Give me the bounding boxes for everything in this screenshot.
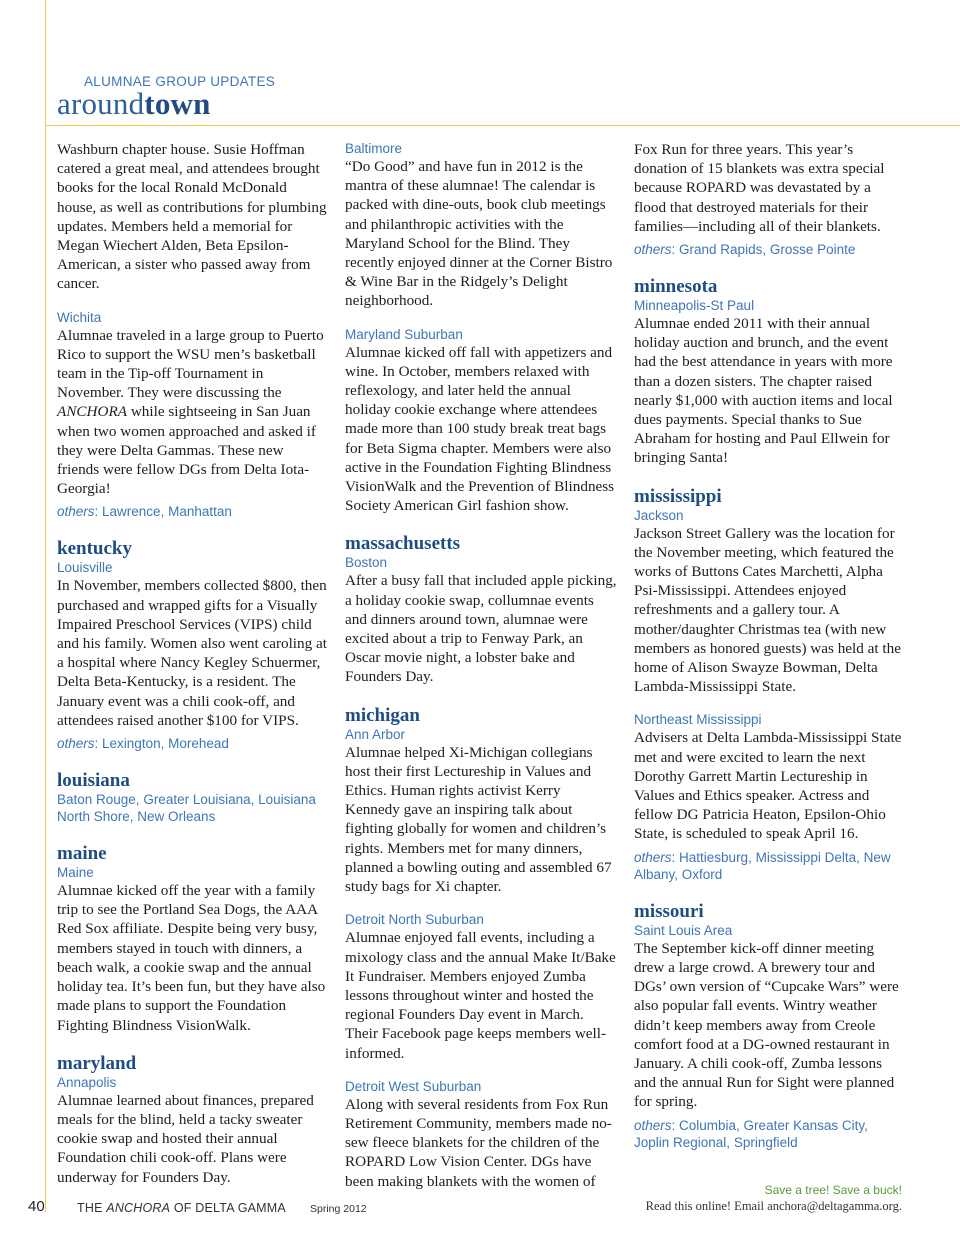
title-light: around bbox=[57, 86, 145, 121]
jackson-text: Jackson Street Gallery was the location for the November meeting, which featured the works of Buttons Cates Marchetti, Alpha Psi-Mississippi. Attendees enjoyed refreshments and a gallery tour. A mother/daughter Christmas tea (with new members as honored guests) was held at the home of Alison Swayze Bowman, Delta Lambda-Mississippi State. bbox=[634, 524, 901, 696]
state-maine: maine bbox=[57, 843, 107, 865]
wichita-text: Alumnae traveled in a large group to Puerto Rico to support the WSU men’s basketball team in the Tip-off Tournament in November. They were discussing the ANCHORA while sightseeing in San Juan when two women approached and asked if they were Delta Gammas. These new friends were fellow DGs from Delta Iota-Georgia! bbox=[57, 326, 324, 498]
others-kansas: others: Lawrence, Manhattan bbox=[57, 504, 232, 520]
kentucky-text: In November, members collected $800, then purchased and wrapped gifts for a Visually Impaired Preschool Services (VIPS) child and his family. Women also went caroling at a hospital where Nancy Kegley Schuermer, Delta Beta-Kentucky, is a resident. The January event was a chili cook-off, and attendees raised another $100 for VIPS. bbox=[57, 577, 327, 729]
annapolis-text: Alumnae learned about finances, prepared meals for the blind, held a tacky sweater cookie swap and hosted their annual Foundation chili cook-off. Plans were underway for Founders Day. bbox=[57, 1091, 314, 1186]
city-detroit-west: Detroit West Suburban bbox=[345, 1078, 482, 1094]
city-northeast-mississippi: Northeast Mississippi bbox=[634, 712, 762, 728]
city-baltimore: Baltimore bbox=[345, 141, 403, 156]
northeast-mississippi-text: Advisers at Delta Lambda-Mississippi State met and were excited to learn the next Dorothy Garrett Martin Lectureship in Values and Ethics speaker. Actress and fellow DG Patricia Heaton, Epsilon-Ohio State, is scheduled to speak April 16. bbox=[634, 729, 902, 843]
city-minneapolis: Minneapolis-St Paul bbox=[634, 298, 755, 314]
section-label: ALUMNAE GROUP UPDATES bbox=[84, 74, 276, 89]
state-maryland: maryland bbox=[57, 1052, 137, 1074]
city-boston: Boston bbox=[345, 555, 388, 571]
others-missouri: others: Columbia, Greater Kansas City, Joplin Regional, Springfield bbox=[634, 1117, 868, 1150]
state-kentucky: kentucky bbox=[57, 538, 132, 560]
others-mississippi: others: Hattiesburg, Mississippi Delta, New Albany, Oxford bbox=[634, 849, 891, 882]
page-title bbox=[57, 87, 211, 121]
issue-date: Spring 2012 bbox=[310, 1203, 367, 1215]
city-ann-arbor: Ann Arbor bbox=[345, 726, 406, 742]
ann-arbor-text: Alumnae helped Xi-Michigan collegians host their first Lectureship in Values and Ethics. Human rights activist Kerry Kennedy gave an inspiring talk about fighting globally for women and children’s rights. Members met for many dinners, planned a bowling outing and assembled 67 study bags for Xi chapter. bbox=[345, 743, 612, 896]
publication-name: THE ANCHORA OF DELTA GAMMA bbox=[77, 1201, 286, 1215]
vertical-rule bbox=[45, 0, 46, 1212]
state-massachusetts: massachusetts bbox=[345, 533, 461, 555]
title-bold: town bbox=[144, 86, 211, 121]
state-louisiana: louisiana bbox=[57, 770, 130, 792]
baltimore-text: “Do Good” and have fun in 2012 is the mantra of these alumnae! The calendar is packed with dine-outs, book club meetings and philanthropic activities with the Maryland School for the Blind. They recently enjoyed dinner at the Corner Bistro & Wine Bar in the Ridgely’s Delight neighborhood. bbox=[345, 158, 613, 310]
boston-text: After a busy fall that included apple picking, a holiday cookie swap, collumnae events and dinners around town, alumnae were excited about a trip to Fenway Park, an Oscar movie night, a lobster bake and Founders Day. bbox=[345, 572, 617, 686]
state-missouri: missouri bbox=[634, 900, 704, 922]
continued-text: Washburn chapter house. Susie Hoffman catered a great meal, and attendees brought books for the local Ronald McDonald house, as well as contributions for plumbing updates. Members held a memorial for Megan Wiechert Alden, Beta Epsilon-American, a sister who passed away from cancer. bbox=[57, 141, 327, 293]
column-3 bbox=[634, 140, 906, 1151]
city-detroit-north: Detroit North Suburban bbox=[345, 912, 484, 928]
continued-text: Fox Run for three years. This year’s donation of 15 blankets was extra special because ROPARD was devastated by a flood that destroyed materials for their families—including all of their blankets. bbox=[634, 141, 885, 235]
missouri-text: The September kick-off dinner meeting drew a large crowd. A brewery tour and DGs’ own version of “Cupcake Wars” were also popular fall events. Wintry weather didn’t keep members away from Creole comfort food at a DG-owned restaurant in January. A chili cook-off, Zumba lessons and the annual Run for Sight were planned for spring. bbox=[634, 939, 899, 1111]
city-jackson: Jackson bbox=[634, 507, 684, 523]
state-mississippi: mississippi bbox=[634, 485, 722, 507]
city-annapolis: Annapolis bbox=[57, 1074, 117, 1090]
city-wichita: Wichita bbox=[57, 309, 102, 325]
cities-louisiana: Baton Rouge, Greater Louisiana, Louisiana North Shore, New Orleans bbox=[57, 792, 316, 825]
city-saint-louis: Saint Louis Area bbox=[634, 922, 733, 938]
read-online-note: Read this online! Email anchora@deltagamma.org. bbox=[645, 1199, 902, 1213]
detroit-west-text: Along with several residents from Fox Run Retirement Community, members made no-sew fleece blankets for the children of the ROPARD Low Vision Center. DGs have been making blankets with the women of bbox=[345, 1095, 612, 1190]
maryland-suburban-text: Alumnae kicked off fall with appetizers and wine. In October, members relaxed with reflexology, and later held the annual holiday cookie exchange where attendees made more than 100 study break treat bags for Beta Sigma chapter. Members were also active in the Foundation Fighting Blindness VisionWalk and the Prevention of Blindness Society American Girl fashion show. bbox=[345, 343, 615, 515]
others-kentucky: others: Lexington, Morehead bbox=[57, 736, 229, 752]
city-louisville: Louisville bbox=[57, 560, 113, 576]
others-michigan: others: Grand Rapids, Grosse Pointe bbox=[634, 242, 856, 258]
detroit-north-text: Alumnae enjoyed fall events, including a mixology class and the annual Make It/Bake It Fundraiser. Members enjoyed Zumba lessons throughout winter and hosted the regional Founders Day event in March. Their Facebook page keeps members well-informed. bbox=[345, 929, 616, 1062]
header-rule bbox=[45, 125, 960, 126]
save-tree-slogan: Save a tree! Save a buck! bbox=[764, 1183, 902, 1197]
state-michigan: michigan bbox=[345, 704, 420, 726]
minnesota-text: Alumnae ended 2011 with their annual holiday auction and brunch, and the event had the best attendance in years with more than a dozen sisters. The chapter raised nearly $1,000 with auction items and local dues payments. Special thanks to Sue Abraham for hosting and Paul Ellwein for bringing Santa! bbox=[634, 315, 893, 467]
column-2 bbox=[345, 140, 617, 1191]
state-minnesota: minnesota bbox=[634, 276, 718, 298]
city-maryland-suburban: Maryland Suburban bbox=[345, 326, 463, 342]
column-1 bbox=[57, 140, 329, 1187]
city-maine: Maine bbox=[57, 865, 94, 881]
maine-text: Alumnae kicked off the year with a family trip to see the Portland Sea Dogs, the AAA Red Sox affiliate. Despite being very busy, members stayed in touch with dinners, a beach walk, a cookie swap and the annual holiday tea. It’s been fun, but they have also made plans to support the Foundation Fighting Blindness VisionWalk. bbox=[57, 882, 326, 1034]
page-number: 40 bbox=[28, 1198, 45, 1215]
